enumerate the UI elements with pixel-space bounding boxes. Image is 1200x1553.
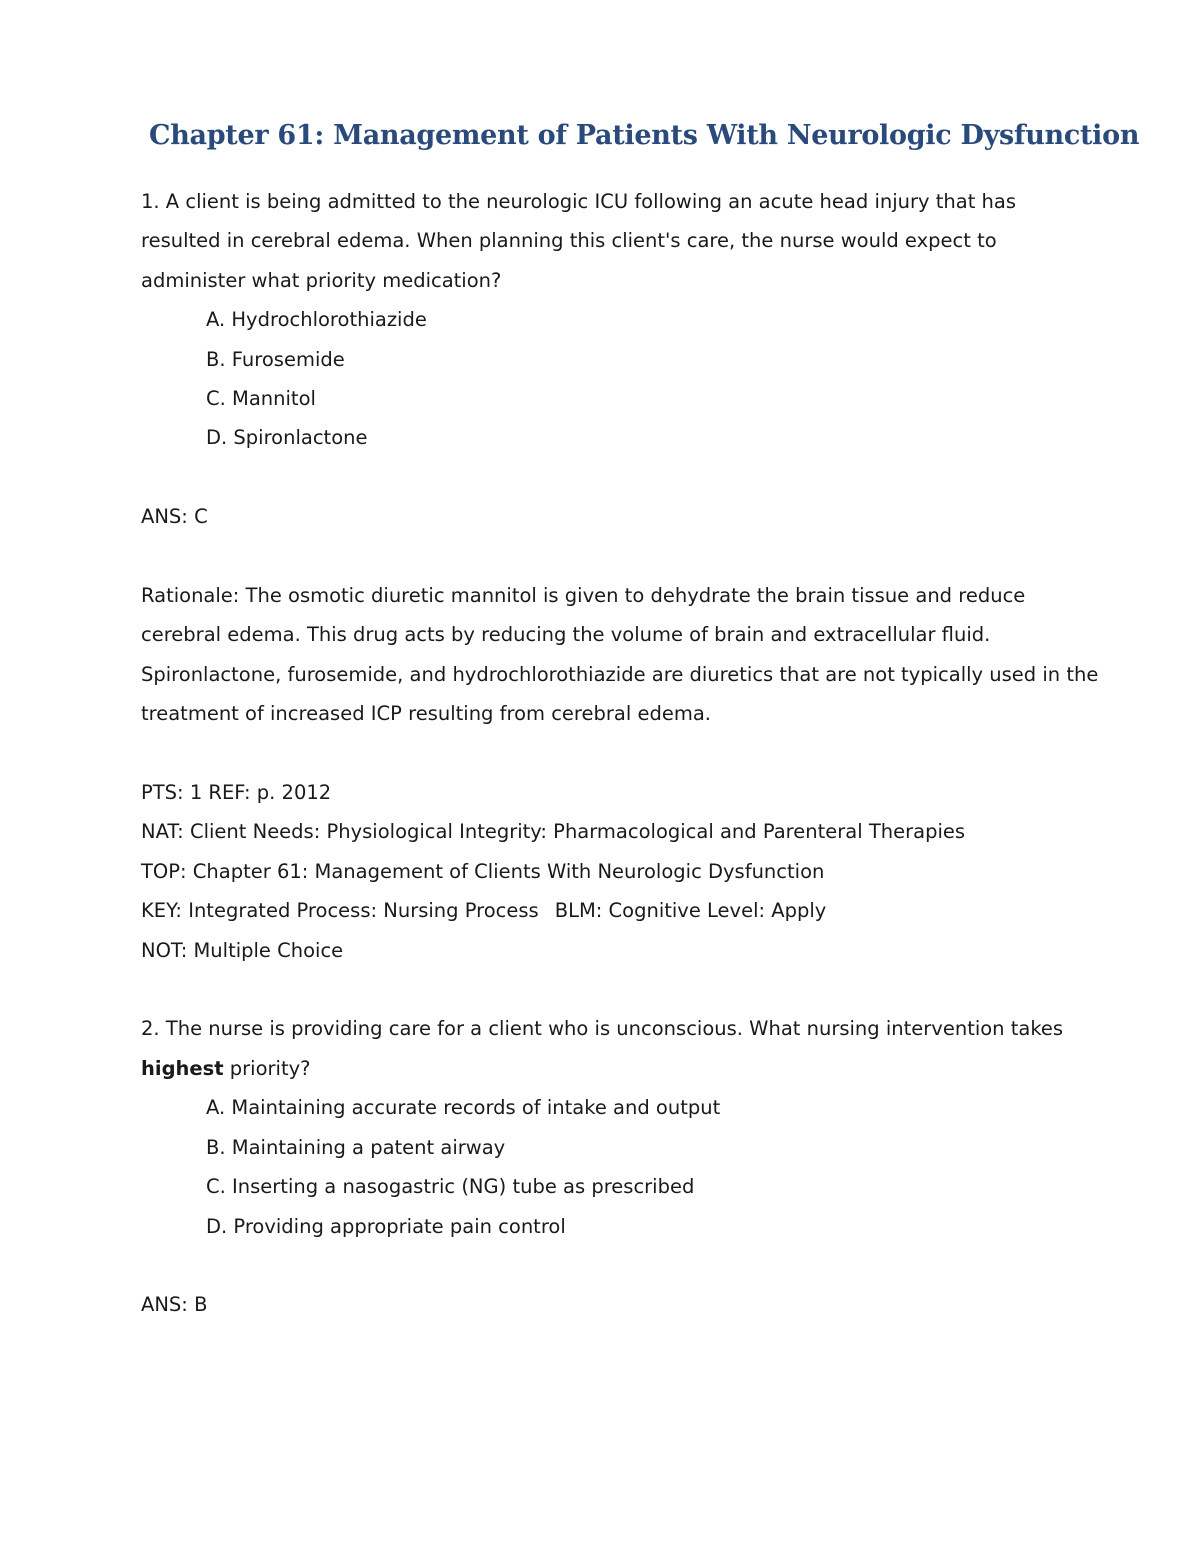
question-1-pts: PTS: 1 REF: p. 2012 xyxy=(141,781,332,805)
question-2-stem-start: 2. The nurse is providing care for a client who is unconscious. What nursing intervention takes xyxy=(141,1017,1064,1041)
question-1-blm: BLM: Cognitive Level: Apply xyxy=(554,899,827,923)
question-1-rationale: Rationale: The osmotic diuretic mannitol is given to dehydrate the brain tissue and reduce cerebral edema. This drug acts by reducing the volume of brain and extracellular fluid. Spironlactone, furosemide, and hydrochlorothiazide are diuretics that are not typically used in the treatment of increased ICP resulting from cerebral edema. xyxy=(141,584,1099,726)
question-1-key-blm xyxy=(141,891,1101,930)
question-1-key: KEY: Integrated Process: Nursing Process xyxy=(141,899,539,923)
option-d: D. Spironlactone xyxy=(206,426,368,450)
question-1 xyxy=(141,182,1101,970)
option-d: D. Providing appropriate pain control xyxy=(206,1214,566,1238)
question-1-options xyxy=(141,300,1101,458)
question-2-stem-end: priority? xyxy=(223,1056,311,1080)
question-1-top: TOP: Chapter 61: Management of Clients With Neurologic Dysfunction xyxy=(141,859,825,883)
option-a: A. Maintaining accurate records of intake and output xyxy=(206,1096,721,1120)
question-1-stem: 1. A client is being admitted to the neurologic ICU following an acute head injury that has resulted in cerebral edema. When planning this client's care, the nurse would expect to administer what priority medication? xyxy=(141,190,1017,292)
option-b: B. Maintaining a patent airway xyxy=(206,1135,506,1159)
question-1-nat: NAT: Client Needs: Physiological Integrity: Pharmacological and Parenteral Therapies xyxy=(141,820,966,844)
option-c: C. Mannitol xyxy=(206,387,316,411)
chapter-title: Chapter 61: Management of Patients With Neurologic Dysfunction xyxy=(149,120,1140,151)
question-2 xyxy=(141,1009,1101,1324)
option-a: A. Hydrochlorothiazide xyxy=(206,308,427,332)
question-2-stem xyxy=(141,1009,1101,1088)
question-1-not: NOT: Multiple Choice xyxy=(141,938,344,962)
option-c: C. Inserting a nasogastric (NG) tube as prescribed xyxy=(206,1175,695,1199)
question-1-answer: ANS: C xyxy=(141,505,208,529)
question-2-options xyxy=(141,1088,1101,1246)
question-2-answer: ANS: B xyxy=(141,1293,208,1317)
option-b: B. Furosemide xyxy=(206,347,345,371)
question-2-stem-emphasis: highest xyxy=(141,1056,224,1080)
document-page xyxy=(141,110,1140,1325)
